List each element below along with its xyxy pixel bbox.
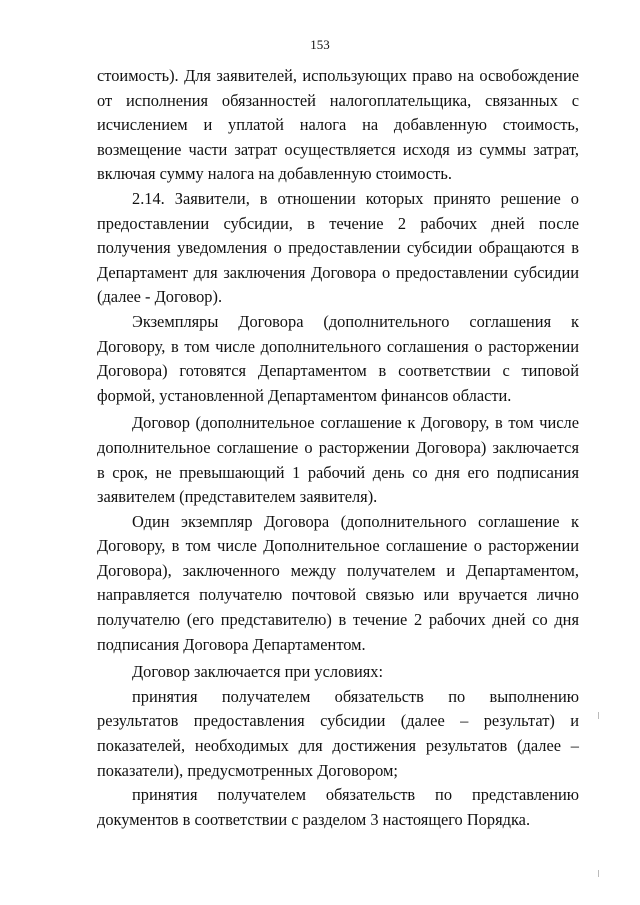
paragraph-condition-documents: принятия получателем обязательств по представлению документов в соответствии с разделом 3 настоящего Порядка. [97,785,579,829]
paragraph-contract-term: Договор (дополнительное соглашение к Договору, в том числе дополнительное соглашение о расторжении Договора) заключается в срок, не превышающий 1 рабочий день со дня его подписания заявителем (представителем заявителя). [97,413,579,507]
scan-mark [598,712,599,719]
paragraph-2-14: 2.14. Заявители, в отношении которых принято решение о предоставлении субсидии, в течение 2 рабочих дней после получения уведомления о предоставлении субсидии обращаются в Департамент для заключения Договора о предоставлении субсидии (далее - Договор). [97,188,579,307]
scan-mark [598,870,599,877]
paragraph-condition-results: принятия получателем обязательств по выполнению результатов предоставления субсидии (далее – результат) и показателей, необходимых для достижения результатов (далее – показатели), предусмотренных Договором; [97,686,579,780]
document-body [97,64,579,832]
page-number: 153 [310,37,330,52]
paragraph-continuation: стоимость). Для заявителей, использующих право на освобождение от исполнения обязанностей налогоплательщика, связанных с исчислением и уплатой налога на добавленную стоимость, возмещение части затрат осуществляется исходя из суммы затрат, включая сумму налога на добавленную стоимость. [97,66,579,184]
paragraph-contract-delivery: Один экземпляр Договора (дополнительного соглашение к Договору, в том числе Дополнительное соглашение о расторжении Договора), заключенного между получателем и Департаментом, направляется получателю почтовой связью или вручается лично получателю (его представителю) в течение 2 рабочих дней со дня подписания Договора Департаментом. [97,511,579,654]
paragraph-conditions-intro: Договор заключается при условиях: [132,662,384,682]
paragraph-contract-copies: Экземпляры Договора (дополнительного соглашения к Договору, в том числе дополнительного соглашения о расторжении Договора) готовятся Департаментом в соответствии с типовой формой, установленной Департаментом финансов области. [97,311,579,405]
